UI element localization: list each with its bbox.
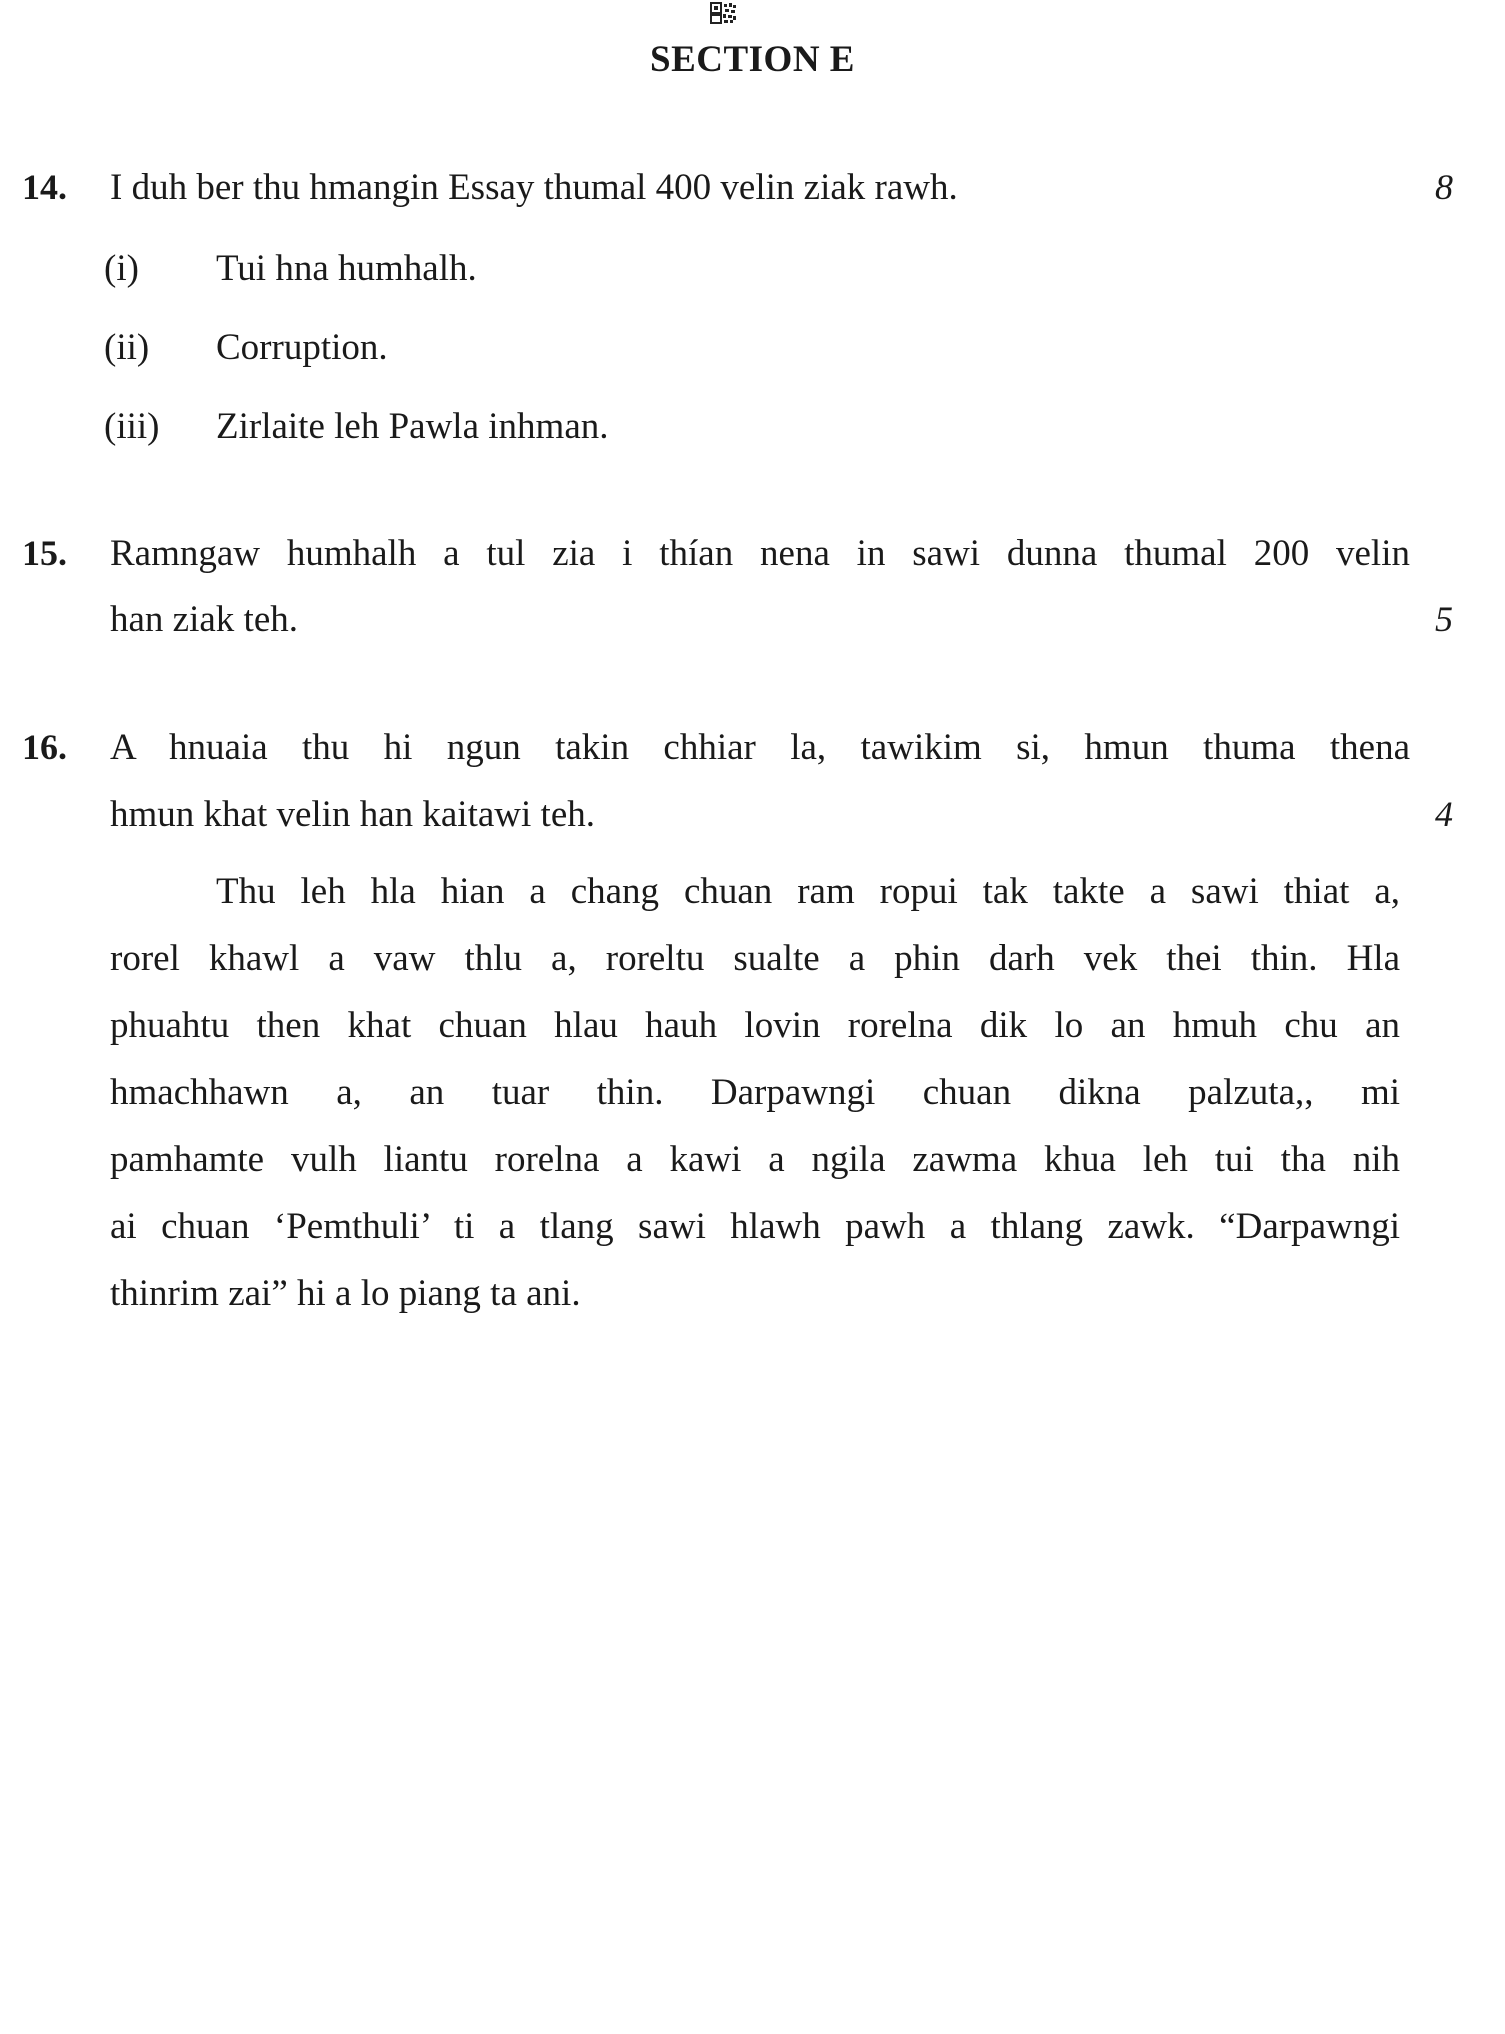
option-text: Corruption. [216, 327, 388, 368]
passage-line: Thu leh hla hian a chang chuan ram ropui tak takte a sawi thiat a, [216, 871, 1400, 912]
option-text: Tui hna humhalh. [216, 248, 477, 289]
question-number: 14. [22, 167, 67, 207]
question-number: 15. [22, 533, 67, 573]
passage-line: pamhamte vulh liantu rorelna a kawi a ngila zawma khua leh tui tha nih [110, 1139, 1400, 1180]
question-text-line: hmun khat velin han kaitawi teh. [110, 794, 595, 835]
question-number: 16. [22, 727, 67, 767]
question-marks: 4 [1435, 794, 1453, 834]
passage-line: hmachhawn a, an tuar thin. Darpawngi chuan dikna palzuta,, mi [110, 1072, 1400, 1113]
question-text-line: Ramngaw humhalh a tul zia i thían nena in sawi dunna thumal 200 velin [110, 533, 1410, 574]
passage [110, 858, 1400, 1327]
question-text-line: han ziak teh. [110, 599, 298, 640]
passage-line: phuahtu then khat chuan hlau hauh lovin rorelna dik lo an hmuh chu an [110, 1005, 1400, 1046]
passage-line: thinrim zai” hi a lo piang ta ani. [110, 1273, 581, 1314]
question-marks: 8 [1435, 167, 1453, 207]
option-label: (i) [104, 248, 139, 289]
option-text: Zirlaite leh Pawla inhman. [216, 406, 609, 447]
question-text-line: A hnuaia thu hi ngun takin chhiar la, tawikim si, hmun thuma thena [110, 727, 1410, 768]
section-title: SECTION E [650, 39, 855, 80]
question-text: I duh ber thu hmangin Essay thumal 400 velin ziak rawh. [110, 167, 958, 208]
passage-line: rorel khawl a vaw thlu a, roreltu sualte a phin darh vek thei thin. Hla [110, 938, 1400, 979]
passage-line: ai chuan ‘Pemthuli’ ti a tlang sawi hlawh pawh a thlang zawk. “Darpawngi [110, 1206, 1400, 1247]
option-label: (ii) [104, 327, 150, 368]
question-marks: 5 [1435, 599, 1453, 639]
option-label: (iii) [104, 406, 160, 447]
qr-code-icon [710, 2, 736, 24]
